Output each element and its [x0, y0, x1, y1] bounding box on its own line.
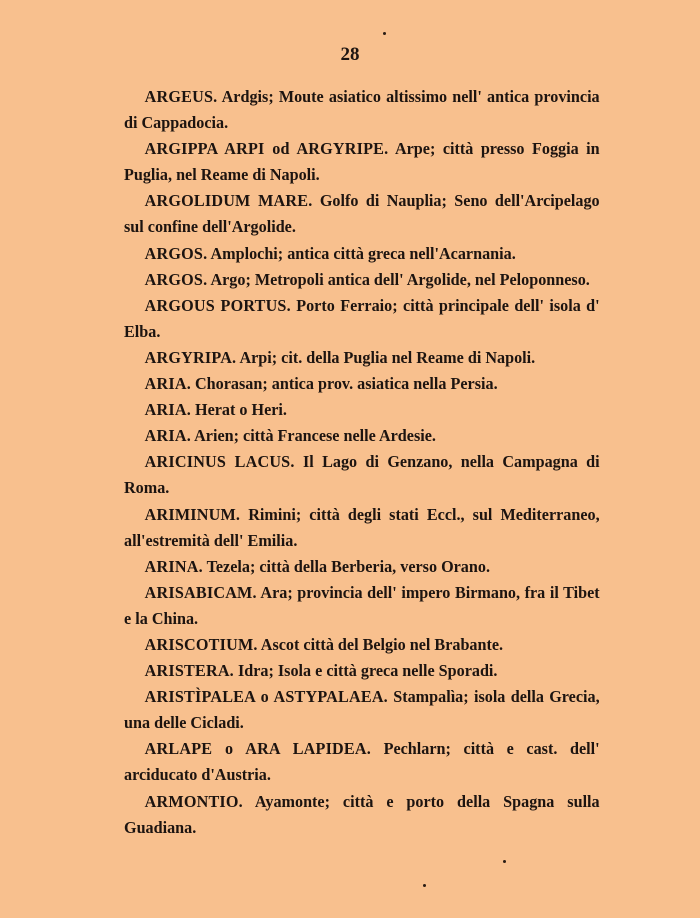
entry [124, 789, 600, 841]
entry [124, 449, 600, 501]
entry [124, 658, 600, 684]
entry-head: ARINA. [144, 556, 203, 576]
entry [124, 241, 600, 267]
entry-text: Stampalìa; isola della Grecia, una delle Cicladi. [124, 687, 600, 733]
entry-head: ARGOUS PORTUS. [144, 295, 291, 315]
entry-head: ARIA. [144, 426, 191, 446]
entry-text: Arpi; cit. della Puglia nel Reame di Napoli. [239, 347, 536, 367]
entry-head: ARGOLIDUM MARE. [144, 191, 313, 211]
entry [124, 632, 600, 658]
entry [124, 554, 600, 580]
entry-text: Pechlarn; città e cast. dell' arciducato d'Austria. [124, 739, 600, 785]
entry [124, 502, 600, 554]
entry-text: Il Lago di Genzano, nella Campagna di Roma. [124, 452, 600, 498]
entry-head: ARIA. [144, 374, 191, 394]
entry-text: Ascot città del Belgio nel Brabante. [260, 634, 504, 654]
entry-head: ARLAPE o ARA LAPIDEA. [144, 739, 371, 759]
entry-text: Ara; provincia dell' impero Birmano, fra il Tibet e la China. [124, 582, 600, 628]
entry [124, 397, 600, 423]
entry-head: ARIA. [144, 400, 191, 420]
entry-text: Arien; città Francese nelle Ardesie. [194, 426, 436, 446]
page-number: 28 [340, 44, 360, 65]
entry [124, 736, 600, 788]
entry [124, 136, 600, 188]
entry-text: Herat o Heri. [194, 400, 287, 420]
entry-head: ARIMINUM. [144, 504, 241, 524]
entry-head: ARGOS. [144, 243, 208, 263]
entry-head: ARICINUS LACUS. [144, 452, 295, 472]
entry [124, 267, 600, 293]
entry-head: ARGIPPA ARPI od ARGYRIPE. [144, 139, 389, 159]
dictionary-entries [124, 84, 600, 841]
entry-text: Tezela; città della Berberia, verso Orano. [206, 556, 490, 576]
entry-head: ARGEUS. [144, 87, 218, 106]
entry-text: Rimini; città degli stati Eccl., sul Mediterraneo, all'estremità dell' Emilia. [124, 504, 600, 550]
entry-text: Chorasan; antica prov. asiatica nella Persia. [194, 374, 498, 394]
entry-text: Porto Ferraio; città principale dell' isola d' Elba. [124, 295, 600, 341]
entry [124, 684, 600, 736]
entry-head: ARISABICAM. [144, 582, 257, 602]
entry-text: Ardgis; Moute asiatico altissimo nell' antica provincia di Cappadocia. [124, 87, 600, 133]
entry [124, 188, 600, 240]
entry-head: ARMONTIO. [144, 791, 243, 811]
entry [124, 423, 600, 449]
entry [124, 580, 600, 632]
ink-speck [423, 884, 426, 887]
entry-text: Argo; Metropoli antica dell' Argolide, nel Peloponneso. [210, 269, 590, 289]
entry-text: Ayamonte; città e porto della Spagna sulla Guadiana. [124, 791, 600, 837]
ink-speck [503, 860, 506, 863]
entry-head: ARISTÌPALEA o ASTYPALAEA. [144, 687, 388, 707]
entry-text: Arpe; città presso Foggia in Puglia, nel Reame di Napoli. [124, 139, 600, 185]
entry [124, 293, 600, 345]
ink-speck [383, 32, 386, 35]
entry-text: Amplochi; antica città greca nell'Acarnania. [210, 243, 516, 263]
entry-head: ARGYRIPA. [144, 347, 237, 367]
entry [124, 371, 600, 397]
entry-head: ARISCOTIUM. [144, 634, 258, 654]
entry-text: Idra; Isola e città greca nelle Sporadi. [237, 661, 498, 681]
entry-text: Golfo di Nauplia; Seno dell'Arcipelago sul confine dell'Argolide. [124, 191, 600, 237]
entry [124, 84, 600, 136]
entry-head: ARISTERA. [144, 661, 234, 681]
entry-head: ARGOS. [144, 269, 208, 289]
entry [124, 345, 600, 371]
